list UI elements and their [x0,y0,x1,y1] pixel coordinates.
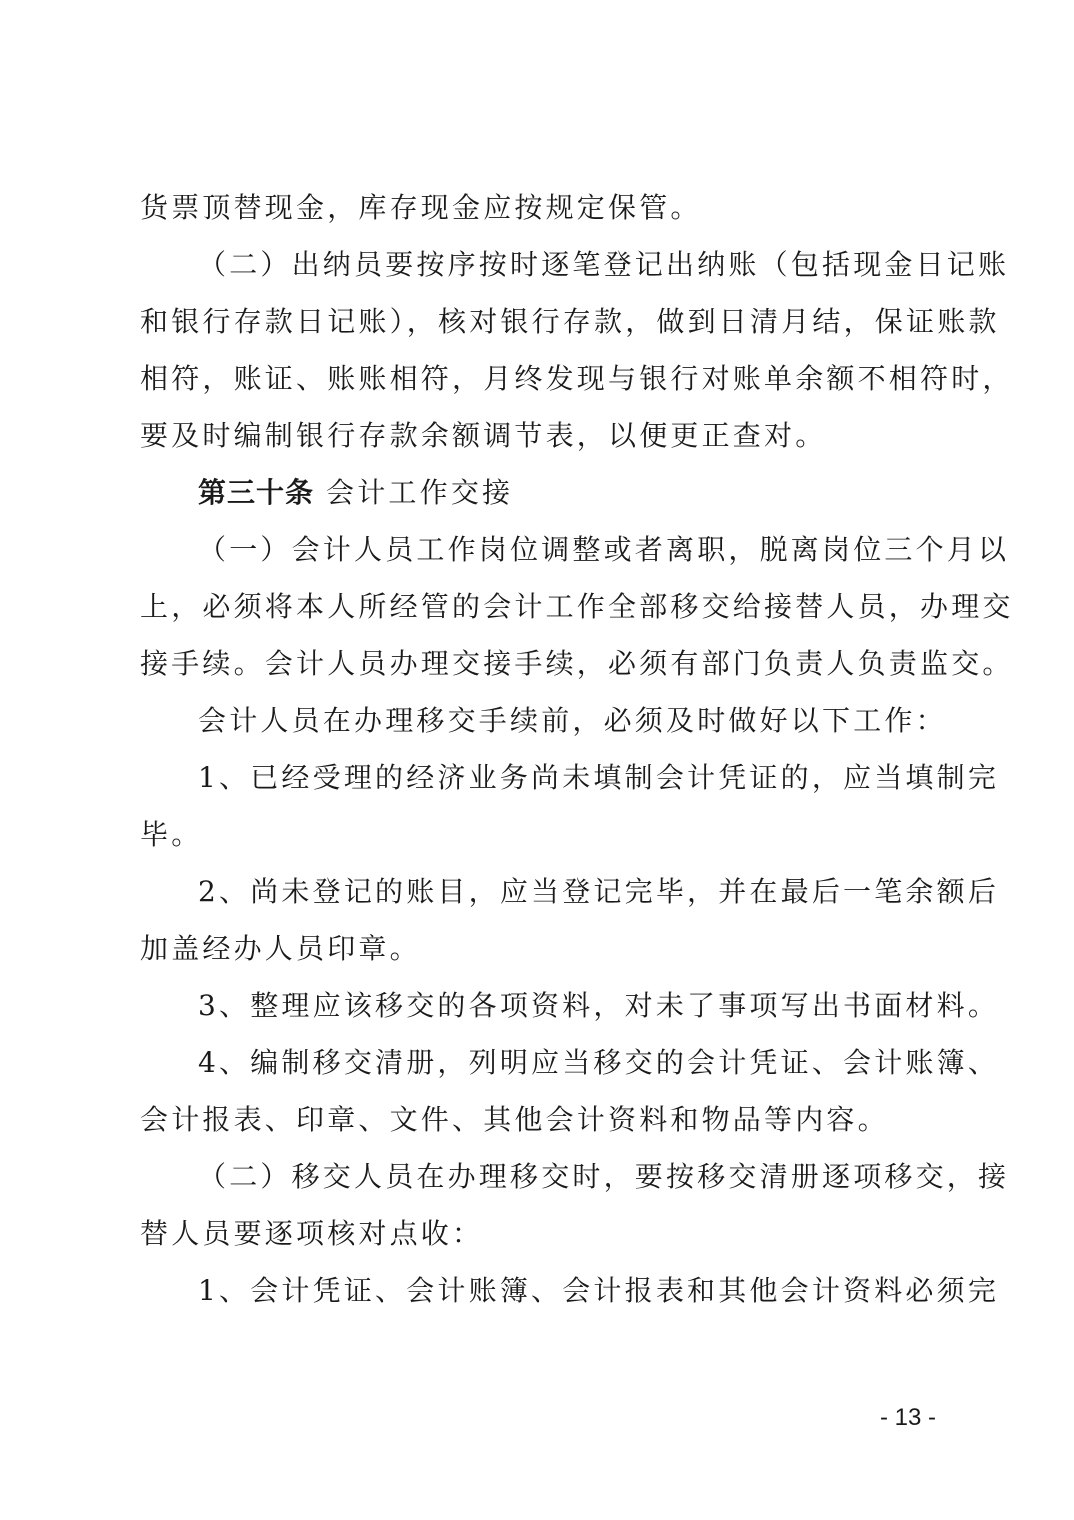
text-line: 上，必须将本人所经管的会计工作全部移交给接替人员，办理交 [140,590,1014,623]
article-label: 第三十条 [198,476,315,509]
text-line: 4、编制移交清册，列明应当移交的会计凭证、会计账簿、 [198,1046,1000,1079]
text-line: 要及时编制银行存款余额调节表，以便更正查对。 [140,419,827,452]
text-line: 会计人员在办理移交手续前，必须及时做好以下工作： [198,704,947,737]
page-number: - 13 - [879,1404,936,1431]
text-line: 相符，账证、账账相符，月终发现与银行对账单余额不相符时， [140,362,1014,395]
text-line: 接手续。会计人员办理交接手续，必须有部门负责人负责监交。 [140,647,1014,680]
text-line: 货票顶替现金，库存现金应按规定保管。 [140,191,702,224]
text-line: 会计报表、印章、文件、其他会计资料和物品等内容。 [140,1103,889,1136]
article-title: 会计工作交接 [326,476,514,509]
text-line: 2、尚未登记的账目，应当登记完毕，并在最后一笔余额后 [198,875,1000,908]
text-line: 3、整理应该移交的各项资料，对未了事项写出书面材料。 [198,989,1000,1022]
text-line: （二）出纳员要按序按时逐笔登记出纳账（包括现金日记账 [198,248,1010,281]
text-line: 加盖经办人员印章。 [140,932,421,965]
text-line: （二）移交人员在办理移交时，要按移交清册逐项移交，接 [198,1160,1010,1193]
text-line: 和银行存款日记账），核对银行存款，做到日清月结，保证账款 [140,305,1000,338]
article-heading [198,473,940,513]
text-line: 毕。 [140,818,203,851]
text-line: （一）会计人员工作岗位调整或者离职，脱离岗位三个月以 [198,533,1010,566]
text-line: 1、会计凭证、会计账簿、会计报表和其他会计资料必须完 [198,1274,1000,1307]
text-line: 1、已经受理的经济业务尚未填制会计凭证的，应当填制完 [198,761,1000,794]
text-line: 替人员要逐项核对点收： [140,1217,484,1250]
